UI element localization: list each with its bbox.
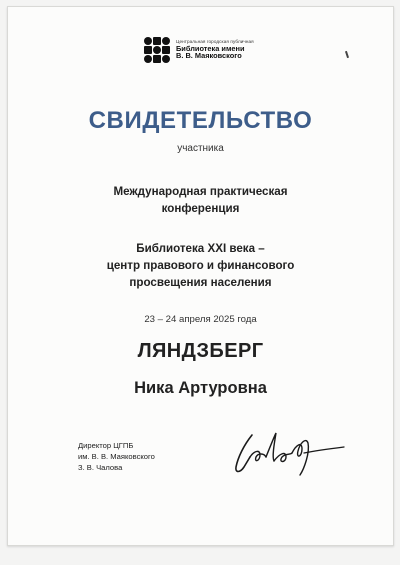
conference-topic bbox=[8, 240, 393, 291]
signatory-line: Директор ЦГПБ bbox=[78, 441, 134, 450]
library-name bbox=[176, 40, 254, 60]
participant-surname: ЛЯНДЗБЕРГ bbox=[137, 340, 264, 362]
event-line: Международная практическая bbox=[113, 185, 288, 198]
topic-line: Библиотека XXI века – bbox=[136, 242, 265, 255]
participant-given-name: Ника Артуровна bbox=[134, 379, 267, 397]
topic-line: просвещения населения bbox=[129, 276, 272, 289]
certificate-title: СВИДЕТЕЛЬСТВО bbox=[88, 107, 313, 134]
handwritten-signature-icon bbox=[230, 423, 348, 479]
event-dates: 23 – 24 апреля 2025 года bbox=[144, 314, 257, 325]
event-line: конференция bbox=[161, 202, 240, 215]
dot-grid-logo-icon bbox=[144, 37, 170, 63]
signatory-line: им. В. В. Маяковского bbox=[78, 452, 155, 461]
corner-mark bbox=[345, 51, 349, 58]
topic-line: центр правового и финансового bbox=[106, 259, 295, 272]
signatory-block bbox=[78, 440, 155, 473]
library-name-line-2: В. В. Маяковского bbox=[176, 51, 242, 61]
library-name-line-1: Библиотека имени bbox=[176, 43, 245, 53]
library-name-small: Центральная городская публичная bbox=[176, 38, 254, 44]
event-name bbox=[8, 183, 393, 217]
certificate-sheet bbox=[7, 6, 394, 546]
certificate-subtitle: участника bbox=[177, 143, 224, 154]
library-logo bbox=[144, 37, 254, 63]
signatory-line: З. В. Чалова bbox=[78, 463, 123, 472]
